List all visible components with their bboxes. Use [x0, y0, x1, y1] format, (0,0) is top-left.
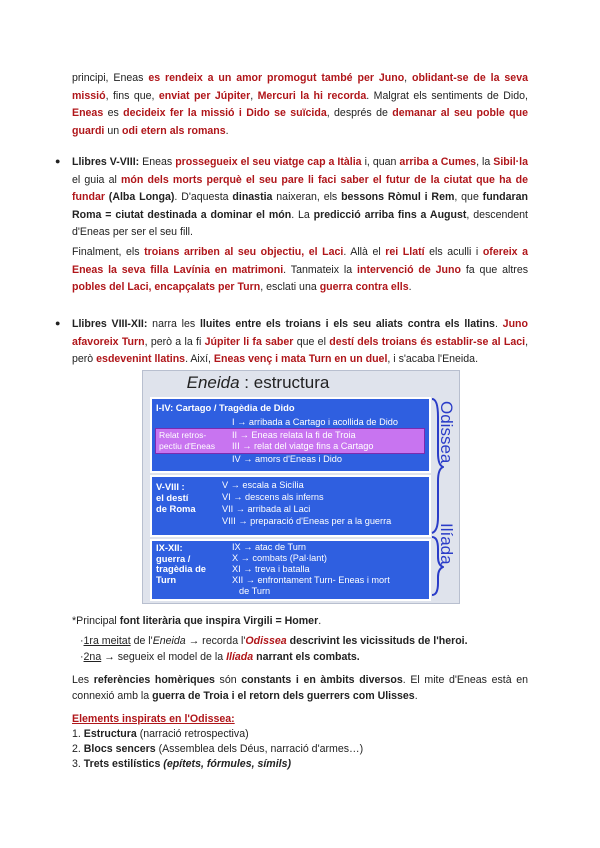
text: 3. [72, 758, 84, 770]
highlight: Mercuri la hi recorda [257, 89, 367, 102]
list-item [72, 742, 363, 757]
paragraph-homeric-references [72, 672, 528, 704]
bold-text: referències homèriques [93, 674, 215, 686]
text: *Principal [72, 615, 120, 627]
text: Eneas [139, 156, 176, 168]
bold-italic-text: (epítets, fórmules, símils) [160, 758, 292, 770]
paragraph-lavinia [72, 244, 528, 297]
highlight: es rendeix a un amor promogut també per Juno [148, 72, 405, 84]
highlight: Júpiter li fa saber [204, 335, 294, 348]
highlight: guerra contra ells [319, 281, 409, 293]
bullet-icon: ● [55, 318, 61, 328]
block-heading: I-IV: Cartago / Tragèdia de Dido [156, 402, 295, 413]
text: · [80, 651, 84, 663]
highlight: troians arriben al seu objectiu, el Laci [144, 246, 344, 258]
text: que el [293, 335, 330, 348]
block-line: I → arribada a Cartago i acollida de Dido [232, 417, 398, 427]
block-line: XII → enfrontament Turn- Eneas i mort [232, 575, 390, 585]
text: , descendent d'Eneas per ser el seu fill. [72, 208, 528, 238]
block-line: VIII → preparació d'Eneas per a la guerra [222, 516, 392, 526]
text: . El mite d'Eneas està en connexió amb la [72, 674, 529, 702]
text: narra les [147, 318, 200, 330]
bold-text: dinastia [232, 191, 273, 203]
label-iliada: Ilíada [437, 523, 456, 565]
title-italic: Eneida [186, 373, 240, 392]
label-odissea: Odissea [437, 401, 456, 464]
list-item [72, 757, 291, 772]
text: de l' [130, 635, 153, 647]
text: , [404, 72, 413, 84]
block-line: IV → amors d'Eneas i Dido [232, 454, 343, 464]
text: , i s'acaba l'Eneida. [387, 353, 479, 365]
text: , [250, 89, 258, 102]
block-line: XI → treva i batalla [232, 564, 310, 574]
bold-text: fundaran Roma = ciutat destinada a dominar el món [72, 191, 528, 221]
block-line: IX → atac de Turn [232, 542, 307, 552]
text: . [408, 281, 412, 293]
text: són [214, 674, 242, 686]
highlight: rei Llatí [385, 246, 425, 258]
text: , esclati una [260, 281, 320, 293]
text: . D'aquesta [174, 191, 233, 203]
text: . [318, 615, 322, 627]
block-line: III → relat del viatge fins a Cartago [232, 441, 374, 451]
title-rest: : estructura [239, 373, 330, 392]
paragraph-books-8-12 [72, 316, 528, 369]
text: Les [72, 674, 94, 686]
text: . Malgrat els sentiments de Dido, [366, 89, 528, 102]
text: 1. [72, 728, 84, 740]
list-heading: Elements inspirats en l'Odissea: [72, 713, 235, 725]
text: . Allà el [343, 246, 386, 258]
bold-text: descrivint les vicissituds de l'heroi. [286, 635, 468, 647]
block-line: de Turn [239, 586, 271, 596]
highlight: Ilíada [226, 651, 254, 663]
text: , però a la fi [144, 335, 205, 348]
text: Finalment, els [72, 246, 145, 258]
bold-text: (Alba Longa) [104, 191, 175, 203]
note-first-half [80, 634, 468, 649]
highlight: intervenció de Juno [357, 263, 461, 276]
text: fa que altres [460, 263, 529, 276]
highlight: destí dels troians és establir-se al Laci [329, 335, 526, 348]
text: els aculli i [424, 246, 483, 258]
block-heading: V-VIII : el destí de Roma [156, 481, 196, 514]
relat-label: Relat retros-pectiu d'Eneas [159, 430, 216, 451]
block-books-1-4 [150, 397, 431, 473]
text: . Tanmateix la [283, 263, 358, 276]
text: → recorda l' [185, 635, 246, 647]
highlight: oblidant-se de la seva missió [72, 72, 528, 102]
block-books-5-8 [150, 475, 431, 537]
structure-diagram [142, 370, 460, 604]
block-line: V → escala a Sicília [222, 480, 304, 490]
highlight: Sibil·la [493, 156, 528, 168]
text: es [103, 107, 124, 119]
text: , després de [326, 107, 393, 119]
bold-text: constants i en àmbits diversos [241, 674, 403, 686]
block-line: II → Eneas relata la fi de Troia [232, 430, 356, 440]
text: 2. [72, 743, 84, 755]
block-books-9-12 [150, 539, 431, 601]
text: un [104, 124, 123, 137]
bullet-icon: ● [55, 156, 61, 166]
note-second-half [80, 650, 360, 665]
text: (narració retrospectiva) [136, 728, 249, 740]
book-range: Llibres VIII-XII: [72, 318, 148, 330]
text: → segueix el model de la [101, 651, 227, 663]
relat-box [155, 428, 425, 454]
text: , que [454, 191, 483, 203]
bold-text: font literària que inspira Virgili = Homer [119, 615, 319, 627]
highlight: pobles del Laci, encapçalats per Turn [72, 281, 261, 293]
text: i, quan [361, 156, 400, 168]
block-line: VII → arribada al Laci [222, 504, 311, 514]
text: . La [291, 208, 314, 221]
paragraph-books-5-8 [72, 154, 528, 242]
text: , fins que, [105, 89, 159, 102]
highlight: Odissea [245, 635, 287, 647]
block-heading: IX-XII: guerra / tragèdia de Turn [156, 542, 207, 585]
text: , la [476, 156, 494, 168]
highlight: decideix fer la missió i Dido se suïcida [123, 107, 327, 119]
highlight: arriba a Cumes [399, 156, 477, 168]
highlight: Eneas [72, 107, 104, 119]
highlight: demanar al seu poble que guardi [72, 107, 528, 137]
text: principi, Eneas [72, 72, 149, 84]
text: . [494, 318, 503, 330]
highlight: ofereix a Eneas la seva filla Lavínia en matrimoni [72, 246, 529, 276]
text: . [414, 690, 418, 702]
highlight: Eneas venç i mata Turn en un duel [213, 353, 388, 365]
list-item [72, 727, 249, 742]
book-range: Llibres V-VIII: [72, 156, 140, 168]
highlight: enviat per Júpiter [158, 89, 251, 102]
diagram-title [143, 373, 373, 393]
block-line: X → combats (Pal·lant) [232, 553, 327, 563]
text: . Així, [185, 353, 214, 365]
highlight: esdevenint llatins [96, 353, 186, 365]
bold-text: bessons Ròmul i Rem [341, 191, 455, 203]
text: . [225, 124, 229, 137]
paragraph-dido [72, 70, 528, 140]
highlight: món dels morts perquè el seu pare li faci saber el futur de la ciutat que ha de fundar [72, 173, 528, 203]
underlined-text: 1ra meitat [83, 635, 131, 647]
underlined-text: 2na [83, 651, 102, 663]
text: , però [72, 335, 529, 365]
text: naixeran, els [272, 191, 342, 203]
highlight: Juno afavoreix Turn [72, 318, 528, 348]
bold-text: guerra de Troia i el retorn dels guerrers com Ulisses [152, 690, 415, 702]
note-homer [72, 614, 321, 629]
text: (Assemblea dels Déus, narració d'armes…) [155, 743, 364, 755]
bold-text: Estructura [83, 728, 137, 740]
highlight: prossegueix el seu viatge cap a Itàlia [175, 156, 362, 168]
highlight: odi etern als romans [122, 124, 226, 137]
italic-text: Eneida [152, 635, 186, 647]
bold-text: lluites entre els troians i els seu aliats contra els llatins [199, 318, 495, 330]
bold-text: Blocs sencers [83, 743, 156, 755]
bold-text: narrant els combats. [253, 651, 360, 663]
bold-text: predicció arriba fins a August [313, 208, 467, 221]
text: el guia al [72, 173, 122, 186]
text: · [80, 635, 84, 647]
block-line: VI → descens als inferns [222, 492, 324, 502]
bold-text: Trets estilístics [83, 758, 161, 770]
